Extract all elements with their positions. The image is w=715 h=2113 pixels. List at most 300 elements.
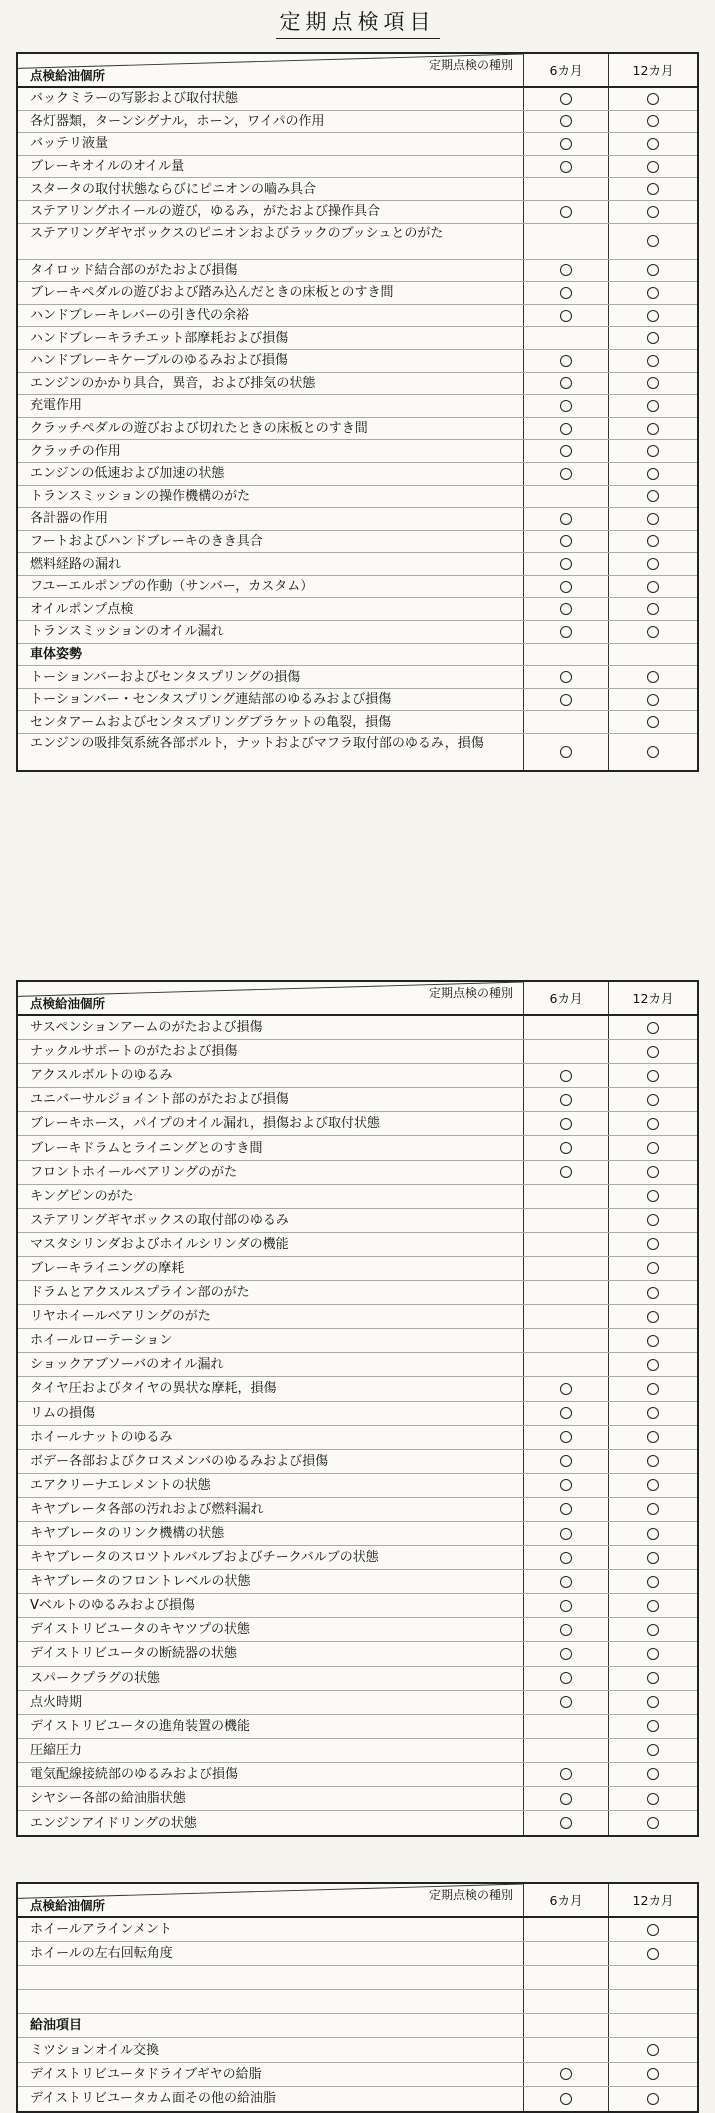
circle-mark-icon xyxy=(647,1311,659,1323)
circle-mark-icon xyxy=(647,1455,659,1467)
mark-12-months-cell xyxy=(609,1161,697,1184)
table-row xyxy=(18,201,697,224)
item-label: キングピンのがた xyxy=(18,1185,524,1208)
table-row xyxy=(18,1257,697,1281)
table-row xyxy=(18,350,697,373)
item-label: トーションバー・センタスプリング連結部のゆるみおよび損傷 xyxy=(18,689,524,711)
mark-12-months-cell xyxy=(609,1377,697,1400)
item-label: サスペンションアームのがたおよび損傷 xyxy=(18,1016,524,1039)
table-row xyxy=(18,1715,697,1739)
circle-mark-icon xyxy=(560,1817,572,1829)
circle-mark-icon xyxy=(647,1672,659,1684)
circle-mark-icon xyxy=(647,423,659,435)
mark-12-months-cell xyxy=(609,1990,697,2013)
mark-12-months-cell xyxy=(609,1016,697,1039)
table-row xyxy=(18,711,697,734)
table-row xyxy=(18,1233,697,1257)
inspection-table-2 xyxy=(16,980,699,1837)
circle-mark-icon xyxy=(560,694,572,706)
mark-6-months-cell xyxy=(524,1281,609,1304)
circle-mark-icon xyxy=(647,332,659,344)
mark-12-months-cell xyxy=(609,1281,697,1304)
table-row xyxy=(18,1305,697,1329)
header-item-cell xyxy=(18,1884,524,1916)
item-label: ブレーキペダルの遊びおよび踏み込んだときの床板とのすき間 xyxy=(18,282,524,304)
circle-mark-icon xyxy=(647,1552,659,1564)
mark-6-months-cell xyxy=(524,133,609,155)
circle-mark-icon xyxy=(647,603,659,615)
circle-mark-icon xyxy=(560,1793,572,1805)
circle-mark-icon xyxy=(560,1576,572,1588)
mark-6-months-cell xyxy=(524,1040,609,1063)
mark-12-months-cell xyxy=(609,621,697,643)
mark-6-months-cell xyxy=(524,1474,609,1497)
circle-mark-icon xyxy=(560,513,572,525)
mark-6-months-cell xyxy=(524,327,609,349)
inspection-table-3 xyxy=(16,1882,699,2113)
mark-6-months-cell xyxy=(524,1546,609,1569)
circle-mark-icon xyxy=(647,513,659,525)
mark-12-months-cell xyxy=(609,689,697,711)
mark-6-months-cell xyxy=(524,1594,609,1617)
mark-6-months-cell xyxy=(524,1811,609,1835)
circle-mark-icon xyxy=(560,1672,572,1684)
mark-12-months-cell xyxy=(609,111,697,133)
mark-12-months-cell xyxy=(609,373,697,395)
item-label: ステアリングホイールの遊び，ゆるみ，がたおよび操作具合 xyxy=(18,201,524,223)
mark-12-months-cell xyxy=(609,395,697,417)
circle-mark-icon xyxy=(647,1359,659,1371)
mark-12-months-cell xyxy=(609,1594,697,1617)
circle-mark-icon xyxy=(647,1431,659,1443)
circle-mark-icon xyxy=(647,1190,659,1202)
circle-mark-icon xyxy=(647,694,659,706)
item-label: ミツションオイル交換 xyxy=(18,2038,524,2061)
circle-mark-icon xyxy=(647,746,659,758)
item-label: ハンドブレーキレバーの引き代の余裕 xyxy=(18,305,524,327)
item-label: リムの損傷 xyxy=(18,1402,524,1425)
table-row xyxy=(18,2014,697,2038)
header-12-months: 12カ月 xyxy=(632,1893,674,1908)
item-label: ホイールローテーション xyxy=(18,1329,524,1352)
mark-12-months-cell xyxy=(609,508,697,530)
mark-6-months-cell xyxy=(524,1064,609,1087)
circle-mark-icon xyxy=(647,1335,659,1347)
circle-mark-icon xyxy=(560,535,572,547)
table-header xyxy=(18,1884,697,1918)
item-label: トランスミッションの操作機構のがた xyxy=(18,486,524,508)
item-label xyxy=(18,1990,524,2013)
item-label: エンジンアイドリングの状態 xyxy=(18,1811,524,1835)
item-label: シヤシー各部の給油脂状態 xyxy=(18,1787,524,1810)
circle-mark-icon xyxy=(560,1142,572,1154)
mark-6-months-cell xyxy=(524,2038,609,2061)
table-row xyxy=(18,1763,697,1787)
table-row xyxy=(18,224,697,260)
header-inspection-type: 定期点検の種別 xyxy=(428,986,513,1000)
table-row xyxy=(18,2038,697,2062)
mark-12-months-cell xyxy=(609,1064,697,1087)
table-row xyxy=(18,666,697,689)
circle-mark-icon xyxy=(647,1576,659,1588)
table-row xyxy=(18,1016,697,1040)
item-label: タイロッド結合部のがたおよび損傷 xyxy=(18,260,524,282)
mark-6-months-cell xyxy=(524,260,609,282)
circle-mark-icon xyxy=(647,1214,659,1226)
table-row xyxy=(18,1546,697,1570)
mark-6-months-cell xyxy=(524,1522,609,1545)
circle-mark-icon xyxy=(560,93,572,105)
table-header xyxy=(18,982,697,1016)
mark-6-months-cell xyxy=(524,576,609,598)
mark-12-months-cell xyxy=(609,224,697,259)
item-label: ホイールアラインメント xyxy=(18,1918,524,1941)
mark-12-months-cell xyxy=(609,201,697,223)
mark-6-months-cell xyxy=(524,1112,609,1135)
item-label: クラッチの作用 xyxy=(18,440,524,462)
mark-6-months-cell xyxy=(524,1305,609,1328)
circle-mark-icon xyxy=(560,310,572,322)
mark-6-months-cell xyxy=(524,224,609,259)
circle-mark-icon xyxy=(647,287,659,299)
item-label: ブレーキオイルのオイル量 xyxy=(18,156,524,178)
mark-12-months-cell xyxy=(609,1966,697,1989)
table-row xyxy=(18,1281,697,1305)
table-row xyxy=(18,486,697,509)
circle-mark-icon xyxy=(560,1118,572,1130)
item-label: ブレーキドラムとライニングとのすき間 xyxy=(18,1136,524,1159)
circle-mark-icon xyxy=(647,445,659,457)
item-label: フロントホイールベアリングのがた xyxy=(18,1161,524,1184)
circle-mark-icon xyxy=(647,1924,659,1936)
circle-mark-icon xyxy=(560,1166,572,1178)
circle-mark-icon xyxy=(647,1022,659,1034)
mark-6-months-cell xyxy=(524,156,609,178)
mark-6-months-cell xyxy=(524,1233,609,1256)
mark-12-months-cell xyxy=(609,1450,697,1473)
circle-mark-icon xyxy=(560,1768,572,1780)
mark-12-months-cell xyxy=(609,440,697,462)
table-row xyxy=(18,1942,697,1966)
circle-mark-icon xyxy=(647,310,659,322)
circle-mark-icon xyxy=(647,1600,659,1612)
mark-12-months-cell xyxy=(609,1691,697,1714)
header-12-months: 12カ月 xyxy=(632,991,674,1006)
mark-12-months-cell xyxy=(609,1739,697,1762)
mark-12-months-cell xyxy=(609,1305,697,1328)
circle-mark-icon xyxy=(560,445,572,457)
mark-12-months-cell xyxy=(609,1402,697,1425)
mark-12-months-cell xyxy=(609,260,697,282)
mark-6-months-cell xyxy=(524,644,609,666)
header-inspection-place: 点検給油個所 xyxy=(30,996,106,1011)
mark-6-months-cell xyxy=(524,88,609,110)
circle-mark-icon xyxy=(560,138,572,150)
circle-mark-icon xyxy=(647,1070,659,1082)
circle-mark-icon xyxy=(647,1287,659,1299)
item-label: 車体姿勢 xyxy=(18,644,524,666)
mark-12-months-cell xyxy=(609,2038,697,2061)
mark-6-months-cell xyxy=(524,666,609,688)
item-label: ブレーキライニングの摩耗 xyxy=(18,1257,524,1280)
mark-12-months-cell xyxy=(609,1570,697,1593)
mark-12-months-cell xyxy=(609,2087,697,2111)
circle-mark-icon xyxy=(560,423,572,435)
mark-12-months-cell xyxy=(609,1642,697,1665)
table-row xyxy=(18,111,697,134)
item-label: ブレーキホース，パイプのオイル漏れ，損傷および取付状態 xyxy=(18,1112,524,1135)
item-label: フユーエルポンプの作動（サンバー，カスタム） xyxy=(18,576,524,598)
mark-6-months-cell xyxy=(524,734,609,770)
table-row xyxy=(18,1498,697,1522)
table-row xyxy=(18,1918,697,1942)
item-label: デイストリビユータの進角装置の機能 xyxy=(18,1715,524,1738)
mark-6-months-cell xyxy=(524,1136,609,1159)
mark-12-months-cell xyxy=(609,1715,697,1738)
item-label: 充電作用 xyxy=(18,395,524,417)
table-row xyxy=(18,644,697,667)
table-row xyxy=(18,1426,697,1450)
mark-12-months-cell xyxy=(609,644,697,666)
header-6-months: 6カ月 xyxy=(524,1884,609,1916)
mark-6-months-cell xyxy=(524,1966,609,1989)
circle-mark-icon xyxy=(560,1070,572,1082)
item-label: 電気配線接続部のゆるみおよび損傷 xyxy=(18,1763,524,1786)
mark-12-months-cell xyxy=(609,576,697,598)
circle-mark-icon xyxy=(647,377,659,389)
table-row xyxy=(18,734,697,770)
mark-6-months-cell xyxy=(524,1377,609,1400)
circle-mark-icon xyxy=(647,1262,659,1274)
table-row xyxy=(18,553,697,576)
circle-mark-icon xyxy=(647,671,659,683)
table-row xyxy=(18,282,697,305)
table-row xyxy=(18,531,697,554)
circle-mark-icon xyxy=(560,626,572,638)
circle-mark-icon xyxy=(647,183,659,195)
table-row xyxy=(18,1377,697,1401)
mark-6-months-cell xyxy=(524,531,609,553)
table-row xyxy=(18,1570,697,1594)
item-label: ボデー各部およびクロスメンバのゆるみおよび損傷 xyxy=(18,1450,524,1473)
item-label xyxy=(18,1966,524,1989)
mark-6-months-cell xyxy=(524,711,609,733)
table-row xyxy=(18,1402,697,1426)
circle-mark-icon xyxy=(560,287,572,299)
mark-6-months-cell xyxy=(524,1402,609,1425)
table-row xyxy=(18,133,697,156)
mark-6-months-cell xyxy=(524,282,609,304)
item-label: クラッチペダルの遊びおよび切れたときの床板とのすき間 xyxy=(18,418,524,440)
table-row xyxy=(18,1787,697,1811)
circle-mark-icon xyxy=(560,1648,572,1660)
table-row xyxy=(18,1642,697,1666)
table-row xyxy=(18,88,697,111)
circle-mark-icon xyxy=(560,1552,572,1564)
header-6-months: 6カ月 xyxy=(524,54,609,86)
item-label: エンジンの吸排気系統各部ボルト，ナットおよびマフラ取付部のゆるみ，損傷 xyxy=(18,734,524,770)
table-row xyxy=(18,395,697,418)
item-label: リヤホイールベアリングのがた xyxy=(18,1305,524,1328)
item-label: ユニバーサルジョイント部のがたおよび損傷 xyxy=(18,1088,524,1111)
header-12-months: 12カ月 xyxy=(632,63,674,78)
table-row xyxy=(18,1353,697,1377)
mark-6-months-cell xyxy=(524,1570,609,1593)
item-label: 給油項目 xyxy=(18,2014,524,2037)
circle-mark-icon xyxy=(647,235,659,247)
table-row xyxy=(18,1594,697,1618)
table-row xyxy=(18,1691,697,1715)
mark-6-months-cell xyxy=(524,1426,609,1449)
mark-6-months-cell xyxy=(524,1990,609,2013)
mark-12-months-cell xyxy=(609,1088,697,1111)
mark-12-months-cell xyxy=(609,1618,697,1641)
mark-6-months-cell xyxy=(524,553,609,575)
circle-mark-icon xyxy=(647,558,659,570)
circle-mark-icon xyxy=(560,603,572,615)
table-row xyxy=(18,463,697,486)
circle-mark-icon xyxy=(647,206,659,218)
mark-12-months-cell xyxy=(609,1763,697,1786)
circle-mark-icon xyxy=(647,468,659,480)
circle-mark-icon xyxy=(560,1407,572,1419)
mark-6-months-cell xyxy=(524,1715,609,1738)
item-label: 各計器の作用 xyxy=(18,508,524,530)
circle-mark-icon xyxy=(647,1720,659,1732)
mark-12-months-cell xyxy=(609,1811,697,1835)
circle-mark-icon xyxy=(647,1817,659,1829)
table-row xyxy=(18,1522,697,1546)
circle-mark-icon xyxy=(647,626,659,638)
circle-mark-icon xyxy=(647,1238,659,1250)
item-label: オイルポンプ点検 xyxy=(18,598,524,620)
mark-12-months-cell xyxy=(609,1498,697,1521)
mark-6-months-cell xyxy=(524,1787,609,1810)
mark-6-months-cell xyxy=(524,350,609,372)
mark-12-months-cell xyxy=(609,666,697,688)
mark-12-months-cell xyxy=(609,1329,697,1352)
item-label: 点火時期 xyxy=(18,1691,524,1714)
circle-mark-icon xyxy=(560,671,572,683)
item-label: フートおよびハンドブレーキのきき具合 xyxy=(18,531,524,553)
mark-12-months-cell xyxy=(609,1185,697,1208)
item-label: ショックアブソーバのオイル漏れ xyxy=(18,1353,524,1376)
circle-mark-icon xyxy=(560,1528,572,1540)
mark-12-months-cell xyxy=(609,1257,697,1280)
circle-mark-icon xyxy=(647,1528,659,1540)
header-inspection-place: 点検給油個所 xyxy=(30,68,106,83)
mark-6-months-cell xyxy=(524,440,609,462)
item-label: トランスミッションのオイル漏れ xyxy=(18,621,524,643)
item-label: ステアリングギヤボックスのピニオンおよびラックのブッシュとのがた xyxy=(18,224,524,259)
circle-mark-icon xyxy=(647,1624,659,1636)
circle-mark-icon xyxy=(560,1624,572,1636)
circle-mark-icon xyxy=(560,115,572,127)
table-row xyxy=(18,1990,697,2014)
table-row xyxy=(18,1209,697,1233)
table-row xyxy=(18,260,697,283)
item-label: デイストリビユータのキヤツプの状態 xyxy=(18,1618,524,1641)
mark-6-months-cell xyxy=(524,305,609,327)
mark-6-months-cell xyxy=(524,111,609,133)
table-row xyxy=(18,2063,697,2087)
mark-12-months-cell xyxy=(609,418,697,440)
circle-mark-icon xyxy=(647,1768,659,1780)
table-row xyxy=(18,1040,697,1064)
mark-12-months-cell xyxy=(609,2014,697,2037)
table-row xyxy=(18,598,697,621)
table-row xyxy=(18,689,697,712)
circle-mark-icon xyxy=(647,1503,659,1515)
mark-6-months-cell xyxy=(524,201,609,223)
circle-mark-icon xyxy=(560,400,572,412)
item-label: キヤブレータ各部の汚れおよび燃料漏れ xyxy=(18,1498,524,1521)
table-row xyxy=(18,1088,697,1112)
mark-12-months-cell xyxy=(609,282,697,304)
mark-12-months-cell xyxy=(609,133,697,155)
mark-6-months-cell xyxy=(524,395,609,417)
mark-6-months-cell xyxy=(524,1209,609,1232)
circle-mark-icon xyxy=(647,93,659,105)
mark-6-months-cell xyxy=(524,1450,609,1473)
circle-mark-icon xyxy=(647,1383,659,1395)
mark-6-months-cell xyxy=(524,508,609,530)
mark-6-months-cell xyxy=(524,1691,609,1714)
mark-6-months-cell xyxy=(524,1667,609,1690)
inspection-table-1 xyxy=(16,52,699,772)
mark-12-months-cell xyxy=(609,1787,697,1810)
circle-mark-icon xyxy=(560,2093,572,2105)
table-row xyxy=(18,305,697,328)
circle-mark-icon xyxy=(647,1142,659,1154)
mark-12-months-cell xyxy=(609,553,697,575)
circle-mark-icon xyxy=(560,581,572,593)
mark-6-months-cell xyxy=(524,1763,609,1786)
mark-6-months-cell xyxy=(524,2087,609,2111)
mark-12-months-cell xyxy=(609,1209,697,1232)
mark-6-months-cell xyxy=(524,2014,609,2037)
item-label: バックミラーの写影および取付状態 xyxy=(18,88,524,110)
circle-mark-icon xyxy=(560,264,572,276)
item-label: ドラムとアクスルスプライン部のがた xyxy=(18,1281,524,1304)
mark-12-months-cell xyxy=(609,1112,697,1135)
circle-mark-icon xyxy=(560,468,572,480)
mark-6-months-cell xyxy=(524,1918,609,1941)
mark-12-months-cell xyxy=(609,156,697,178)
mark-6-months-cell xyxy=(524,373,609,395)
mark-12-months-cell xyxy=(609,350,697,372)
circle-mark-icon xyxy=(647,1166,659,1178)
table-row xyxy=(18,576,697,599)
table-row xyxy=(18,327,697,350)
circle-mark-icon xyxy=(647,264,659,276)
item-label: 各灯器類，ターンシグナル，ホーン，ワイパの作用 xyxy=(18,111,524,133)
table-row xyxy=(18,440,697,463)
circle-mark-icon xyxy=(560,1479,572,1491)
table-row xyxy=(18,418,697,441)
item-label: ハンドブレーキケーブルのゆるみおよび損傷 xyxy=(18,350,524,372)
mark-6-months-cell xyxy=(524,178,609,200)
mark-12-months-cell xyxy=(609,1474,697,1497)
item-label: スタータの取付状態ならびにピニオンの嚙み具合 xyxy=(18,178,524,200)
table-row xyxy=(18,1966,697,1990)
item-label: デイストリビユータの断続器の状態 xyxy=(18,1642,524,1665)
circle-mark-icon xyxy=(560,1094,572,1106)
mark-6-months-cell xyxy=(524,486,609,508)
item-label: エンジンのかかり具合，異音，および排気の状態 xyxy=(18,373,524,395)
mark-12-months-cell xyxy=(609,734,697,770)
table-row xyxy=(18,1329,697,1353)
